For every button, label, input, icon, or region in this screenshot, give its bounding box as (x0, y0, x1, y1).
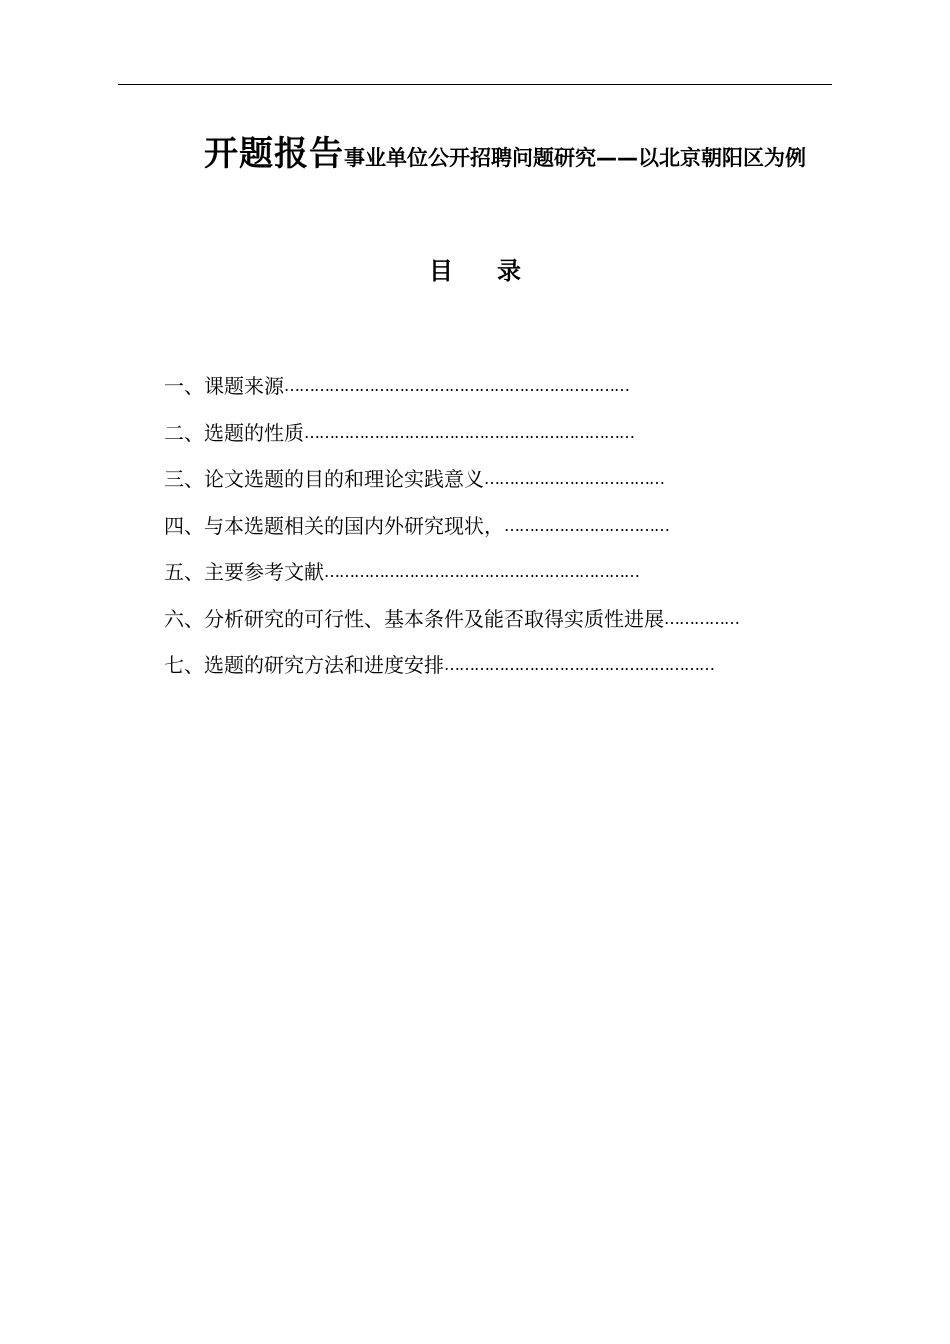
header-rule (118, 84, 832, 85)
toc-item-label: 四、与本选题相关的国内外研究现状， (164, 513, 504, 538)
toc-leader-dots: …………………………… (504, 515, 669, 535)
toc-leader-dots: ……………………………………………………… (324, 562, 639, 581)
toc-item-label: 七、选题的研究方法和进度安排 (164, 653, 444, 677)
toc-leader-dots: ……………………………… (484, 469, 664, 488)
table-of-contents (164, 370, 854, 696)
toc-item-label: 三、论文选题的目的和理论实践意义 (164, 467, 484, 491)
toc-heading: 目录 (429, 257, 565, 285)
document-title (118, 126, 832, 188)
toc-leader-dots: ………………………………………………………… (304, 422, 634, 442)
toc-item-4 (164, 510, 854, 557)
toc-item-1 (164, 370, 854, 417)
toc-leader-dots: ……………………………………………… (444, 655, 714, 674)
toc-item-3 (164, 463, 854, 510)
toc-item-label: 一、课题来源 (164, 374, 284, 398)
toc-item-7 (164, 649, 854, 696)
toc-item-5 (164, 556, 854, 603)
toc-item-2 (164, 417, 854, 464)
toc-item-label: 二、选题的性质 (164, 420, 304, 445)
title-subtitle: 事业单位公开招聘问题研究——以北京朝阳区为例 (344, 146, 806, 170)
toc-leader-dots: …………………………………………………………… (284, 376, 629, 395)
toc-item-6 (164, 603, 854, 650)
toc-item-label: 五、主要参考文献 (164, 560, 324, 584)
title-main: 开题报告 (204, 134, 344, 174)
toc-leader-dots: …………… (664, 608, 739, 628)
toc-item-label: 六、分析研究的可行性、基本条件及能否取得实质性进展 (164, 606, 664, 631)
